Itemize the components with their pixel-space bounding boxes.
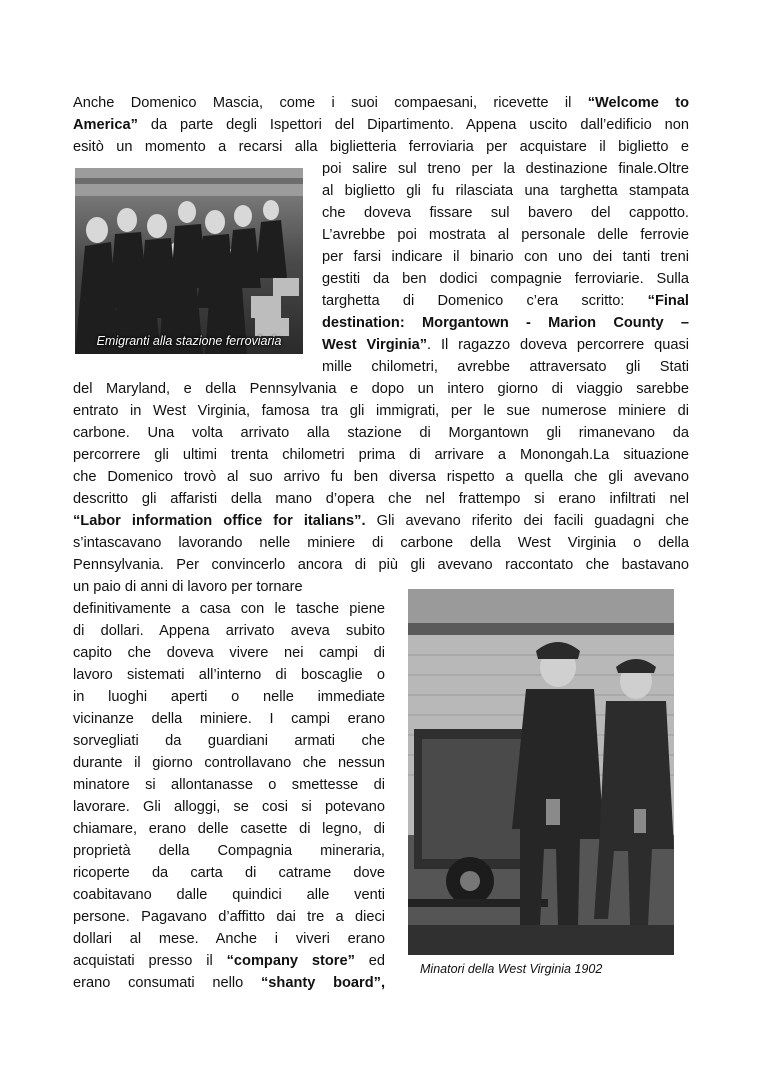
paragraph-line: coabitavano dalle quindici alle venti [73,887,385,903]
paragraph-line: persone. Pagavano d’affitto dai tre a dieci [73,909,385,925]
paragraph-line: di dollari. Appena arrivato aveva subito [73,623,385,639]
paragraph-line: mille chilometri, avrebbe attraversato gli Stati [322,359,689,375]
paragraph-line: definitivamente a casa con le tasche piene [73,601,385,617]
paragraph-line: durante il giorno controllavano che nessun [73,755,385,771]
miners-photo [408,589,674,955]
paragraph-line: percorrere gli ultimi trenta chilometri prima di arrivare a Monongah.La situazione [73,447,689,463]
paragraph-line: del Maryland, e della Pennsylvania e dopo un intero giorno di viaggio sarebbe [73,381,689,397]
paragraph-line: entrato in West Virginia, famosa tra gli immigrati, per le sue numerose miniere di [73,403,689,419]
emigrants-station-photo [75,168,303,354]
paragraph-line: al biglietto gli fu rilasciata una targhetta stampata [322,183,689,199]
paragraph-line: poi salire sul treno per la destinazione finale.Oltre [322,161,689,177]
paragraph-line: dollari al mese. Anche i viveri erano [73,931,385,947]
paragraph-line: erano consumati nello “shanty board”, [73,975,385,991]
paragraph-line: carbone. Una volta arrivato alla stazione di Morgantown gli rimanevano da [73,425,689,441]
paragraph-line: minatore si allontanasse o smettesse di [73,777,385,793]
paragraph-line: sorvegliati da guardiani armati che [73,733,385,749]
paragraph-line: America” da parte degli Ispettori del Dipartimento. Appena uscito dall’edificio non [73,117,689,133]
paragraph-line: esitò un momento a recarsi alla biglietteria ferroviaria per acquistare il biglietto e [73,139,689,155]
paragraph-line: targhetta di Domenico c’era scritto: “Final [322,293,689,309]
paragraph-line: lavorare. Gli alloggi, se cosi si potevano [73,799,385,815]
photo1-caption: Emigranti alla stazione ferroviaria [96,334,282,348]
paragraph-line: destination: Morgantown - Marion County – [322,315,689,331]
paragraph-line: gestiti da ben dodici compagnie ferroviarie. Sulla [322,271,689,287]
paragraph-line: s’intascavano lavorando nelle miniere di carbone della West Virginia o della [73,535,689,551]
paragraph-line: vicinanze della miniere. I campi erano [73,711,385,727]
emigrants-photo-image [75,168,303,354]
paragraph-line: che doveva fissare sul bavero del cappotto. [322,205,689,221]
paragraph-line: un paio di anni di lavoro per tornare [73,579,303,595]
photo2-caption: Minatori della West Virginia 1902 [420,962,603,976]
paragraph-line: West Virginia”. Il ragazzo doveva percorrere quasi [322,337,689,353]
paragraph-line: in luoghi aperti o nelle immediate [73,689,385,705]
paragraph-line: per farsi indicare il binario con uno dei tanti treni [322,249,689,265]
paragraph-line: che Domenico trovò al suo arrivo fu ben diversa rispetto a quella che gli avevano [73,469,689,485]
miners-photo-image [408,589,674,955]
paragraph-line: lavoro sistemati all’interno di boscaglie o [73,667,385,683]
paragraph-line: descritto gli affaristi della mano d’opera che nel frattempo si erano infiltrati nel [73,491,689,507]
paragraph-line: Pennsylvania. Per convincerlo ancora di più gli avevano raccontato che bastavano [73,557,689,573]
paragraph-line: proprietà della Compagnia mineraria, [73,843,385,859]
paragraph-line: L’avrebbe poi mostrata al personale delle ferrovie [322,227,689,243]
paragraph-line: Anche Domenico Mascia, come i suoi compaesani, ricevette il “Welcome to [73,95,689,111]
paragraph-line: ricoperte da carta di catrame dove [73,865,385,881]
paragraph-line: capito che doveva vivere nei campi di [73,645,385,661]
paragraph-line: “Labor information office for italians”. Gli avevano riferito dei facili guadagni che [73,513,689,529]
paragraph-line: chiamare, erano delle casette di legno, di [73,821,385,837]
paragraph-line: acquistati presso il “company store” ed [73,953,385,969]
